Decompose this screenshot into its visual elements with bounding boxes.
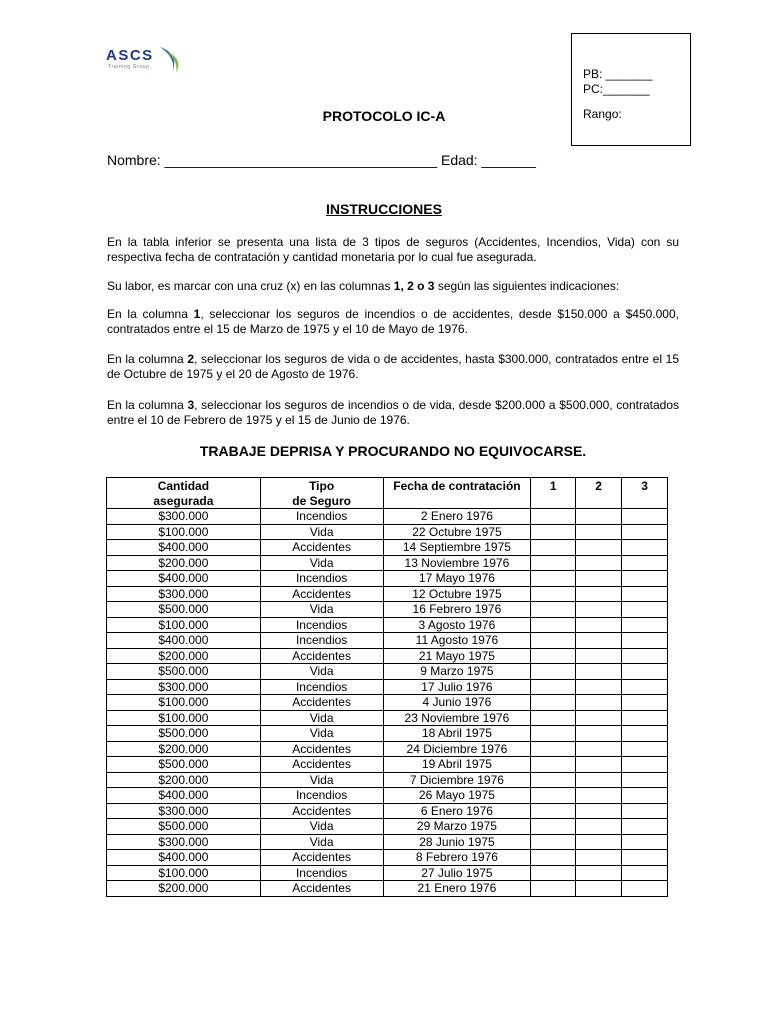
table-row [107, 772, 668, 788]
table-row [107, 819, 668, 835]
header-col-3: 3 [622, 478, 668, 509]
mark-cell-col-1[interactable] [531, 633, 576, 649]
mark-cell-col-1[interactable] [531, 881, 576, 897]
mark-cell-col-3[interactable] [622, 571, 668, 587]
table-row [107, 524, 668, 540]
mark-cell-col-2[interactable] [576, 788, 622, 804]
mark-cell-col-2[interactable] [576, 664, 622, 680]
table-row [107, 834, 668, 850]
mark-cell-col-2[interactable] [576, 757, 622, 773]
cell-cantidad: $100.000 [107, 710, 261, 726]
header-tipo: Tipo de Seguro [260, 478, 383, 509]
cell-fecha: 2 Enero 1976 [383, 509, 531, 525]
logo-wordmark: ASCS [106, 47, 154, 64]
table-row [107, 586, 668, 602]
table-row [107, 803, 668, 819]
mark-cell-col-2[interactable] [576, 850, 622, 866]
instructions-paragraph-1: En la tabla inferior se presenta una lista de 3 tipos de seguros (Accidentes, Incendios, Vida) con su respectiva fecha de contratación y cantidad monetaria por lo cual fue asegurada. [107, 235, 679, 264]
mark-cell-col-2[interactable] [576, 555, 622, 571]
cell-cantidad: $300.000 [107, 803, 261, 819]
cell-fecha: 13 Noviembre 1976 [383, 555, 531, 571]
cell-tipo: Incendios [260, 509, 383, 525]
mark-cell-col-3[interactable] [622, 679, 668, 695]
cell-fecha: 11 Agosto 1976 [383, 633, 531, 649]
mark-cell-col-3[interactable] [622, 757, 668, 773]
cell-tipo: Accidentes [260, 648, 383, 664]
mark-cell-col-3[interactable] [622, 726, 668, 742]
mark-cell-col-3[interactable] [622, 865, 668, 881]
table-row [107, 726, 668, 742]
mark-cell-col-3[interactable] [622, 772, 668, 788]
mark-cell-col-3[interactable] [622, 524, 668, 540]
mark-cell-col-2[interactable] [576, 695, 622, 711]
mark-cell-col-3[interactable] [622, 664, 668, 680]
cell-tipo: Incendios [260, 679, 383, 695]
cell-cantidad: $200.000 [107, 648, 261, 664]
mark-cell-col-1[interactable] [531, 571, 576, 587]
cell-cantidad: $500.000 [107, 757, 261, 773]
cell-cantidad: $500.000 [107, 602, 261, 618]
mark-cell-col-1[interactable] [531, 540, 576, 556]
cell-cantidad: $100.000 [107, 524, 261, 540]
mark-cell-col-2[interactable] [576, 524, 622, 540]
mark-cell-col-3[interactable] [622, 695, 668, 711]
cell-fecha: 26 Mayo 1975 [383, 788, 531, 804]
cell-tipo: Incendios [260, 865, 383, 881]
cell-tipo: Accidentes [260, 757, 383, 773]
cell-fecha: 6 Enero 1976 [383, 803, 531, 819]
cell-cantidad: $300.000 [107, 834, 261, 850]
mark-cell-col-1[interactable] [531, 710, 576, 726]
cell-tipo: Accidentes [260, 540, 383, 556]
mark-cell-col-2[interactable] [576, 509, 622, 525]
table-row [107, 741, 668, 757]
table-row [107, 602, 668, 618]
cell-tipo: Accidentes [260, 695, 383, 711]
instructions-column-3: En la columna 3, seleccionar los seguros de incendios o de vida, desde $200.000 a $500.000, contratados entre el 10 de Febrero de 1975 y el 15 de Junio de 1976. [107, 398, 679, 427]
mark-cell-col-2[interactable] [576, 679, 622, 695]
mark-cell-col-2[interactable] [576, 865, 622, 881]
name-age-line: Nombre: ___________________________________ Edad: _______ [107, 152, 536, 168]
mark-cell-col-2[interactable] [576, 648, 622, 664]
table-row [107, 679, 668, 695]
mark-cell-col-1[interactable] [531, 555, 576, 571]
table-row [107, 633, 668, 649]
cell-fecha: 21 Mayo 1975 [383, 648, 531, 664]
cell-fecha: 27 Julio 1975 [383, 865, 531, 881]
cell-fecha: 29 Marzo 1975 [383, 819, 531, 835]
pc-field: PC:_______ [583, 82, 650, 96]
cell-fecha: 16 Febrero 1976 [383, 602, 531, 618]
header-col-2: 2 [576, 478, 622, 509]
mark-cell-col-1[interactable] [531, 695, 576, 711]
table-row [107, 571, 668, 587]
table-row [107, 710, 668, 726]
company-logo [106, 45, 186, 75]
cell-fecha: 21 Enero 1976 [383, 881, 531, 897]
cell-cantidad: $300.000 [107, 586, 261, 602]
cell-fecha: 22 Octubre 1975 [383, 524, 531, 540]
mark-cell-col-3[interactable] [622, 602, 668, 618]
cell-cantidad: $400.000 [107, 540, 261, 556]
mark-cell-col-3[interactable] [622, 540, 668, 556]
mark-cell-col-1[interactable] [531, 772, 576, 788]
table-row [107, 648, 668, 664]
mark-cell-col-1[interactable] [531, 834, 576, 850]
cell-fecha: 4 Junio 1976 [383, 695, 531, 711]
table-row [107, 865, 668, 881]
instructions-paragraph-2: Su labor, es marcar con una cruz (x) en las columnas 1, 2 o 3 según las siguientes indicaciones: [107, 279, 620, 293]
table-row [107, 509, 668, 525]
mark-cell-col-3[interactable] [622, 633, 668, 649]
cell-cantidad: $100.000 [107, 617, 261, 633]
cell-tipo: Incendios [260, 633, 383, 649]
cell-cantidad: $400.000 [107, 788, 261, 804]
mark-cell-col-3[interactable] [622, 741, 668, 757]
cell-tipo: Incendios [260, 617, 383, 633]
mark-cell-col-3[interactable] [622, 819, 668, 835]
instructions-heading: INSTRUCCIONES [326, 201, 442, 217]
pb-field: PB: _______ [583, 67, 653, 81]
mark-cell-col-2[interactable] [576, 710, 622, 726]
cell-fecha: 12 Octubre 1975 [383, 586, 531, 602]
cell-cantidad: $500.000 [107, 664, 261, 680]
mark-cell-col-3[interactable] [622, 788, 668, 804]
mark-cell-col-1[interactable] [531, 819, 576, 835]
mark-cell-col-1[interactable] [531, 757, 576, 773]
cell-cantidad: $200.000 [107, 555, 261, 571]
mark-cell-col-2[interactable] [576, 617, 622, 633]
mark-cell-col-2[interactable] [576, 741, 622, 757]
table-row [107, 555, 668, 571]
mark-cell-col-2[interactable] [576, 819, 622, 835]
mark-cell-col-3[interactable] [622, 617, 668, 633]
cell-fecha: 8 Febrero 1976 [383, 850, 531, 866]
cell-cantidad: $200.000 [107, 881, 261, 897]
cell-cantidad: $100.000 [107, 695, 261, 711]
mark-cell-col-2[interactable] [576, 834, 622, 850]
cell-tipo: Vida [260, 710, 383, 726]
table-row [107, 664, 668, 680]
mark-cell-col-3[interactable] [622, 586, 668, 602]
table-row [107, 540, 668, 556]
mark-cell-col-3[interactable] [622, 648, 668, 664]
cell-fecha: 24 Diciembre 1976 [383, 741, 531, 757]
cell-tipo: Vida [260, 819, 383, 835]
cell-tipo: Vida [260, 524, 383, 540]
table-body [107, 509, 668, 897]
mark-cell-col-1[interactable] [531, 617, 576, 633]
mark-cell-col-1[interactable] [531, 726, 576, 742]
cell-cantidad: $200.000 [107, 772, 261, 788]
warning-text: TRABAJE DEPRISA Y PROCURANDO NO EQUIVOCARSE. [199, 443, 587, 459]
cell-cantidad: $400.000 [107, 633, 261, 649]
cell-fecha: 19 Abril 1975 [383, 757, 531, 773]
mark-cell-col-2[interactable] [576, 586, 622, 602]
cell-cantidad: $300.000 [107, 509, 261, 525]
cell-fecha: 9 Marzo 1975 [383, 664, 531, 680]
cell-fecha: 17 Julio 1976 [383, 679, 531, 695]
mark-cell-col-2[interactable] [576, 726, 622, 742]
mark-cell-col-3[interactable] [622, 509, 668, 525]
cell-cantidad: $100.000 [107, 865, 261, 881]
cell-fecha: 18 Abril 1975 [383, 726, 531, 742]
mark-cell-col-1[interactable] [531, 509, 576, 525]
mark-cell-col-1[interactable] [531, 524, 576, 540]
mark-cell-col-1[interactable] [531, 648, 576, 664]
cell-fecha: 14 Septiembre 1975 [383, 540, 531, 556]
table-row [107, 617, 668, 633]
cell-cantidad: $500.000 [107, 726, 261, 742]
mark-cell-col-2[interactable] [576, 772, 622, 788]
cell-fecha: 23 Noviembre 1976 [383, 710, 531, 726]
cell-tipo: Vida [260, 602, 383, 618]
table-row [107, 850, 668, 866]
mark-cell-col-1[interactable] [531, 664, 576, 680]
cell-cantidad: $200.000 [107, 741, 261, 757]
mark-cell-col-1[interactable] [531, 865, 576, 881]
cell-cantidad: $400.000 [107, 850, 261, 866]
cell-tipo: Accidentes [260, 881, 383, 897]
cell-fecha: 28 Junio 1975 [383, 834, 531, 850]
cell-tipo: Vida [260, 772, 383, 788]
instructions-column-2: En la columna 2, seleccionar los seguros de vida o de accidentes, hasta $300.000, contratados entre el 15 de Octubre de 1975 y el 20 de Agosto de 1976. [107, 352, 679, 381]
mark-cell-col-3[interactable] [622, 710, 668, 726]
mark-cell-col-2[interactable] [576, 633, 622, 649]
header-cantidad: Cantidad asegurada [107, 478, 261, 509]
cell-tipo: Vida [260, 555, 383, 571]
mark-cell-col-1[interactable] [531, 679, 576, 695]
cell-tipo: Vida [260, 664, 383, 680]
mark-cell-col-1[interactable] [531, 586, 576, 602]
insurance-table [106, 477, 668, 897]
mark-cell-col-3[interactable] [622, 803, 668, 819]
mark-cell-col-1[interactable] [531, 850, 576, 866]
cell-cantidad: $400.000 [107, 571, 261, 587]
cell-fecha: 17 Mayo 1976 [383, 571, 531, 587]
table-row [107, 695, 668, 711]
cell-tipo: Accidentes [260, 850, 383, 866]
header-fecha: Fecha de contratación [383, 478, 531, 509]
cell-cantidad: $500.000 [107, 819, 261, 835]
mark-cell-col-1[interactable] [531, 602, 576, 618]
instructions-column-1: En la columna 1, seleccionar los seguros de incendios o de accidentes, desde $150.000 a $450.000, contratados entre el 15 de Marzo de 1975 y el 10 de Mayo de 1976. [107, 307, 679, 336]
cell-fecha: 3 Agosto 1976 [383, 617, 531, 633]
mark-cell-col-2[interactable] [576, 803, 622, 819]
mark-cell-col-1[interactable] [531, 803, 576, 819]
mark-cell-col-2[interactable] [576, 602, 622, 618]
logo-subtitle: Training Group [108, 64, 150, 70]
mark-cell-col-1[interactable] [531, 741, 576, 757]
score-box [571, 33, 691, 146]
table-row [107, 788, 668, 804]
sail-logo-icon [156, 45, 186, 75]
table-header-row [107, 478, 668, 509]
rango-field: Rango: [583, 107, 622, 121]
cell-tipo: Vida [260, 726, 383, 742]
table-row [107, 757, 668, 773]
mark-cell-col-2[interactable] [576, 540, 622, 556]
header-col-1: 1 [531, 478, 576, 509]
mark-cell-col-2[interactable] [576, 571, 622, 587]
mark-cell-col-3[interactable] [622, 555, 668, 571]
document-title: PROTOCOLO IC-A [322, 108, 446, 124]
cell-tipo: Incendios [260, 788, 383, 804]
cell-tipo: Accidentes [260, 803, 383, 819]
mark-cell-col-2[interactable] [576, 881, 622, 897]
cell-cantidad: $300.000 [107, 679, 261, 695]
cell-tipo: Incendios [260, 571, 383, 587]
mark-cell-col-3[interactable] [622, 834, 668, 850]
mark-cell-col-1[interactable] [531, 788, 576, 804]
table-row [107, 881, 668, 897]
cell-tipo: Vida [260, 834, 383, 850]
cell-tipo: Accidentes [260, 586, 383, 602]
mark-cell-col-3[interactable] [622, 850, 668, 866]
cell-tipo: Accidentes [260, 741, 383, 757]
cell-fecha: 7 Diciembre 1976 [383, 772, 531, 788]
mark-cell-col-3[interactable] [622, 881, 668, 897]
